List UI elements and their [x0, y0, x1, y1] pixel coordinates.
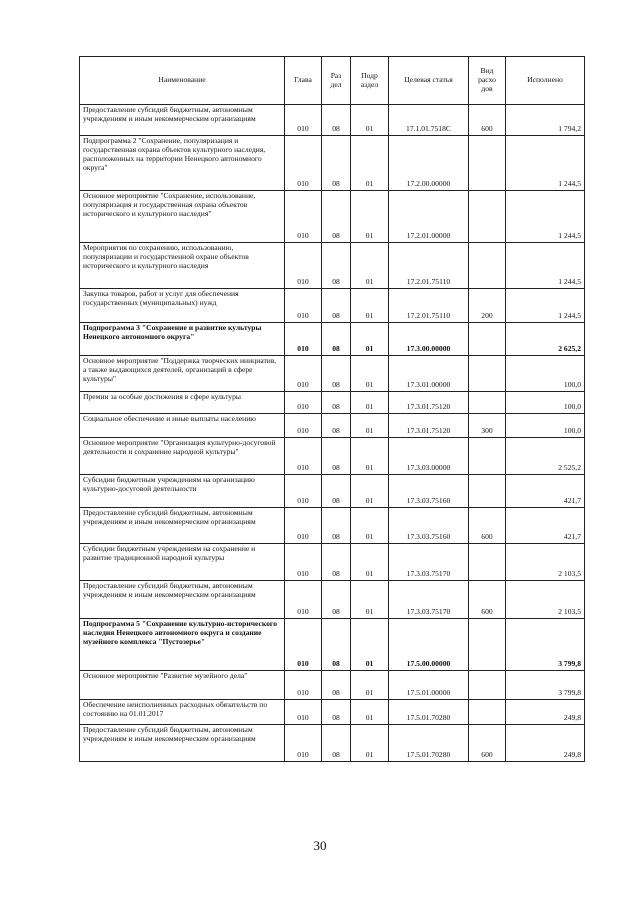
row-target: 17.1.01.7518С [389, 105, 469, 136]
row-amount: 1 244,5 [506, 289, 585, 323]
row-chapter: 010 [285, 544, 322, 581]
table-row [80, 508, 585, 544]
row-target: 17.5.01.70280 [389, 700, 469, 725]
row-type [469, 438, 506, 475]
row-section: 08 [322, 671, 351, 700]
table-row [80, 414, 585, 438]
row-name: Подпрограмма 5 "Сохранение культурно-исторического наследия Ненецкого автономного округа и создание музейного комплекса "Пустозерье" [80, 619, 285, 671]
row-amount: 249,8 [506, 725, 585, 762]
row-name: Субсидии бюджетным учреждениям на организацию культурно-досуговой деятельности [80, 475, 285, 508]
row-target: 17.3.03.75160 [389, 475, 469, 508]
row-chapter: 010 [285, 323, 322, 356]
table-row [80, 105, 585, 136]
row-type: 600 [469, 508, 506, 544]
row-section: 08 [322, 191, 351, 243]
row-type: 600 [469, 725, 506, 762]
row-chapter: 010 [285, 619, 322, 671]
row-name: Закупка товаров, работ и услуг для обеспечения государственных (муниципальных) нужд [80, 289, 285, 323]
row-target: 17.3.03.75170 [389, 544, 469, 581]
row-chapter: 010 [285, 392, 322, 414]
row-section: 08 [322, 475, 351, 508]
row-name: Предоставление субсидий бюджетным, автономным учреждениям и иным некоммерческим организациям [80, 508, 285, 544]
row-section: 08 [322, 136, 351, 191]
row-section: 08 [322, 508, 351, 544]
page-number: 30 [313, 838, 327, 853]
row-name: Мероприятия по сохранению, использованию, популяризации и государственной охране объектов исторического и культурного наследия [80, 243, 285, 289]
row-type [469, 392, 506, 414]
row-name: Предоставление субсидий бюджетным, автономным учреждениям и иным некоммерческим организациям [80, 581, 285, 619]
row-subsection: 01 [351, 475, 389, 508]
table-row [80, 289, 585, 323]
row-name: Обеспечение неисполненных расходных обязательств по состоянию на 01.01.2017 [80, 700, 285, 725]
row-subsection: 01 [351, 191, 389, 243]
row-name: Основное мероприятие "Сохранение, использование, популяризация и государственная охрана объектов исторического и культурного наследия" [80, 191, 285, 243]
row-amount: 1 244,5 [506, 191, 585, 243]
header-type: Вид расхо дов [469, 57, 506, 105]
row-chapter: 010 [285, 191, 322, 243]
table-row [80, 671, 585, 700]
row-type [469, 323, 506, 356]
row-subsection: 01 [351, 289, 389, 323]
row-subsection: 01 [351, 671, 389, 700]
row-amount: 2 103,5 [506, 544, 585, 581]
row-subsection: 01 [351, 105, 389, 136]
row-subsection: 01 [351, 243, 389, 289]
row-amount: 421,7 [506, 508, 585, 544]
row-target: 17.3.01.75120 [389, 414, 469, 438]
row-section: 08 [322, 356, 351, 392]
row-target: 17.5.00.00000 [389, 619, 469, 671]
row-target: 17.2.01.75110 [389, 289, 469, 323]
table-row [80, 136, 585, 191]
table-row [80, 323, 585, 356]
row-target: 17.5.01.70280 [389, 725, 469, 762]
row-subsection: 01 [351, 619, 389, 671]
row-section: 08 [322, 243, 351, 289]
row-name: Основное мероприятие "Поддержка творческих инициатив, а также выдающихся деятелей, организаций в сфере культуры" [80, 356, 285, 392]
row-chapter: 010 [285, 414, 322, 438]
row-name: Основное мероприятие "Развитие музейного дела" [80, 671, 285, 700]
row-name: Основное мероприятие "Организация культурно-досуговой деятельности и сохранение народной культуры" [80, 438, 285, 475]
row-target: 17.5.01.00000 [389, 671, 469, 700]
row-section: 08 [322, 544, 351, 581]
header-target: Целевая статья [389, 57, 469, 105]
table-row [80, 243, 585, 289]
row-amount: 100,0 [506, 414, 585, 438]
row-name: Предоставление субсидий бюджетным, автономным учреждениям и иным некоммерческим организациям [80, 105, 285, 136]
header-chapter: Глава [285, 57, 322, 105]
row-subsection: 01 [351, 700, 389, 725]
row-section: 08 [322, 725, 351, 762]
row-name: Премии за особые достижения в сфере культуры [80, 392, 285, 414]
row-section: 08 [322, 323, 351, 356]
row-type [469, 191, 506, 243]
row-section: 08 [322, 581, 351, 619]
row-target: 17.3.03.75170 [389, 581, 469, 619]
row-section: 08 [322, 619, 351, 671]
row-chapter: 010 [285, 243, 322, 289]
row-chapter: 010 [285, 105, 322, 136]
row-chapter: 010 [285, 725, 322, 762]
row-amount: 3 799,8 [506, 619, 585, 671]
row-name: Подпрограмма 2 "Сохранение, популяризация и государственная охрана объектов культурного наследия, расположенных на территории Ненецкого автономного округа" [80, 136, 285, 191]
row-target: 17.3.03.75160 [389, 508, 469, 544]
row-amount: 2 525,2 [506, 438, 585, 475]
row-type [469, 700, 506, 725]
header-executed: Исполнено [506, 57, 585, 105]
table-header-row [80, 57, 585, 105]
row-target: 17.3.03.00000 [389, 438, 469, 475]
row-section: 08 [322, 105, 351, 136]
row-amount: 100,0 [506, 392, 585, 414]
row-subsection: 01 [351, 392, 389, 414]
table-row [80, 544, 585, 581]
row-chapter: 010 [285, 581, 322, 619]
row-section: 08 [322, 392, 351, 414]
row-name: Подпрограмма 3 "Сохранение и развитие культуры Ненецкого автономного округа" [80, 323, 285, 356]
row-chapter: 010 [285, 289, 322, 323]
row-amount: 1 244,5 [506, 243, 585, 289]
row-chapter: 010 [285, 475, 322, 508]
table-row [80, 700, 585, 725]
row-subsection: 01 [351, 725, 389, 762]
row-name: Субсидии бюджетным учреждениям на сохранение и развитие традиционной народной культуры [80, 544, 285, 581]
row-amount: 1 794,2 [506, 105, 585, 136]
row-type: 300 [469, 414, 506, 438]
row-type [469, 136, 506, 191]
table-row [80, 438, 585, 475]
row-subsection: 01 [351, 414, 389, 438]
row-subsection: 01 [351, 544, 389, 581]
row-chapter: 010 [285, 700, 322, 725]
row-type: 600 [469, 105, 506, 136]
table-row [80, 356, 585, 392]
row-section: 08 [322, 700, 351, 725]
table-row [80, 619, 585, 671]
row-section: 08 [322, 414, 351, 438]
header-subsection: Подр аздел [351, 57, 389, 105]
row-subsection: 01 [351, 323, 389, 356]
row-type [469, 544, 506, 581]
row-section: 08 [322, 289, 351, 323]
row-subsection: 01 [351, 508, 389, 544]
budget-table [79, 56, 585, 762]
row-chapter: 010 [285, 136, 322, 191]
row-type [469, 619, 506, 671]
row-amount: 3 799,8 [506, 671, 585, 700]
row-amount: 2 625,2 [506, 323, 585, 356]
row-chapter: 010 [285, 508, 322, 544]
table-row [80, 392, 585, 414]
row-target: 17.2.01.75110 [389, 243, 469, 289]
header-name: Наименование [80, 57, 285, 105]
row-type [469, 356, 506, 392]
row-name: Социальное обеспечение и иные выплаты населению [80, 414, 285, 438]
row-chapter: 010 [285, 356, 322, 392]
row-type [469, 671, 506, 700]
table-row [80, 475, 585, 508]
row-target: 17.3.00.00000 [389, 323, 469, 356]
row-subsection: 01 [351, 356, 389, 392]
row-subsection: 01 [351, 438, 389, 475]
table-row [80, 725, 585, 762]
row-target: 17.3.01.00000 [389, 356, 469, 392]
row-type: 200 [469, 289, 506, 323]
row-amount: 100,0 [506, 356, 585, 392]
row-type [469, 475, 506, 508]
row-name: Предоставление субсидий бюджетным, автономным учреждениям и иным некоммерческим организациям [80, 725, 285, 762]
row-amount: 2 103,5 [506, 581, 585, 619]
row-subsection: 01 [351, 581, 389, 619]
row-target: 17.2.01.00000 [389, 191, 469, 243]
budget-table-container [79, 56, 585, 762]
row-target: 17.2.00.00000 [389, 136, 469, 191]
table-row [80, 581, 585, 619]
row-section: 08 [322, 438, 351, 475]
row-amount: 249,8 [506, 700, 585, 725]
row-subsection: 01 [351, 136, 389, 191]
row-type: 600 [469, 581, 506, 619]
row-target: 17.3.01.75120 [389, 392, 469, 414]
row-chapter: 010 [285, 438, 322, 475]
row-chapter: 010 [285, 671, 322, 700]
table-row [80, 191, 585, 243]
row-amount: 421,7 [506, 475, 585, 508]
row-type [469, 243, 506, 289]
row-amount: 1 244,5 [506, 136, 585, 191]
header-section: Раз дел [322, 57, 351, 105]
